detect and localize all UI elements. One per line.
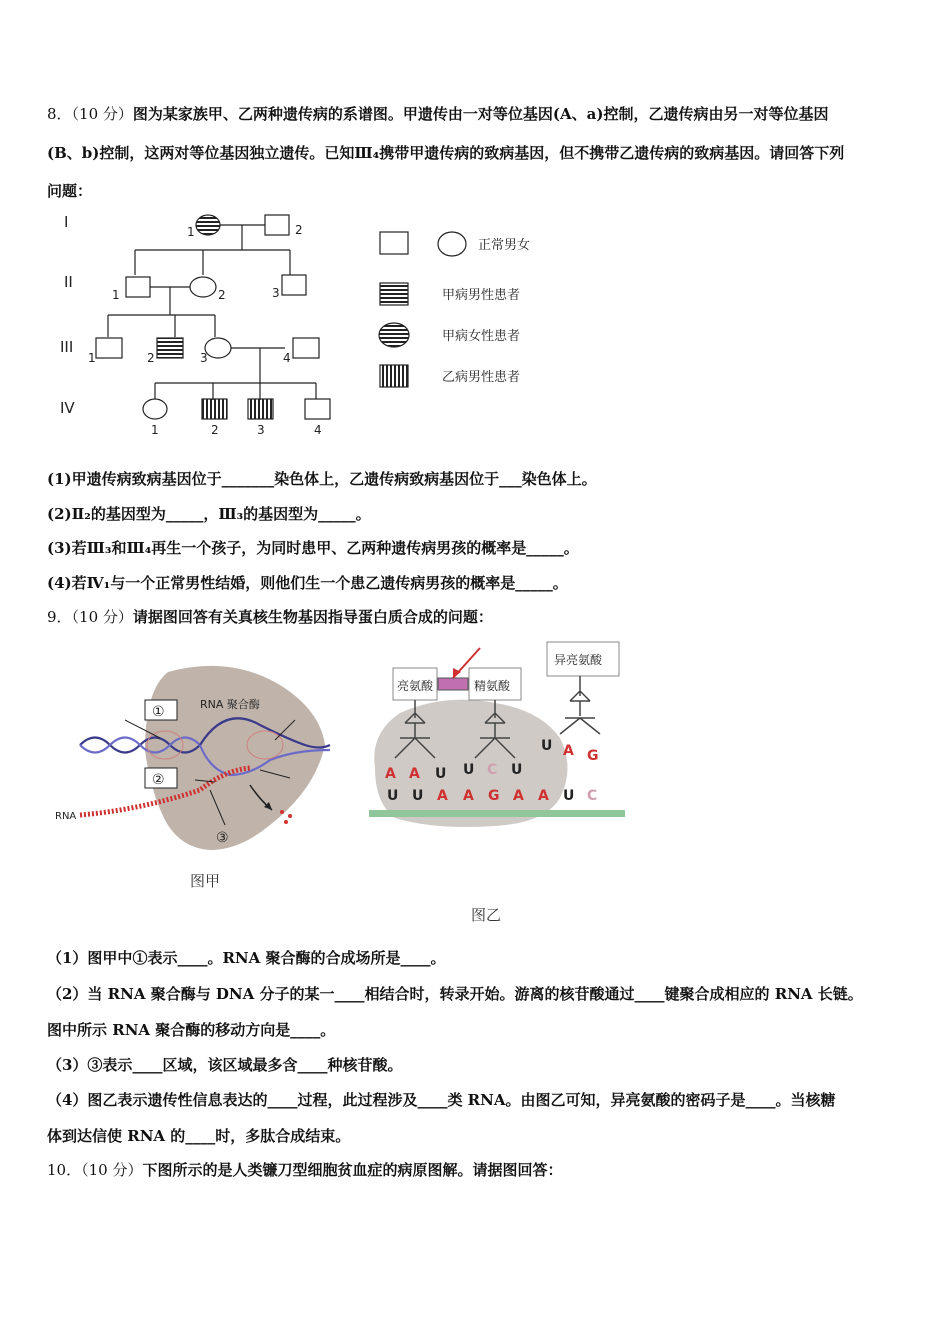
legend-normal-female-symbol — [438, 232, 466, 256]
anticodon-base: U — [463, 762, 475, 778]
q9-sub2b: 图中所示 RNA 聚合酶的移动方向是____。 — [47, 1021, 336, 1039]
anticodon-base: A — [563, 743, 574, 759]
legend-label: 甲病女性患者 — [442, 329, 521, 344]
figure-b-translation — [365, 638, 640, 930]
q8-sub3: (3)若Ⅲ₃和Ⅲ₄再生一个孩子，为同时患甲、乙两种遗传病男孩的概率是_____。 — [47, 539, 579, 557]
III-2-affected-male — [157, 338, 183, 358]
gen-label: III — [60, 338, 74, 356]
legend-label: 正常男女 — [478, 238, 531, 253]
mrna-base: G — [488, 788, 500, 804]
legend-a-male-symbol — [380, 283, 408, 305]
mrna-base: A — [463, 788, 474, 804]
amino-acid-arg: 精氨酸 — [474, 679, 511, 693]
q8-line3: 问题： — [47, 182, 93, 200]
IV-1-normal-female — [143, 399, 167, 419]
ind-num: 4 — [283, 351, 291, 365]
q10-stem: 10．（10 分）下图所示的是人类镰刀型细胞贫血症的病原图解。请据图回答： — [47, 1161, 563, 1179]
ind-num: 1 — [112, 288, 120, 302]
anticodon-base: U — [541, 738, 553, 754]
mrna-base: A — [437, 788, 448, 804]
gen-label: IV — [60, 399, 75, 417]
IV-2-b-affected-male — [202, 399, 227, 419]
q8-sub2: (2)Ⅱ₂的基因型为_____，Ⅲ₃的基因型为_____。 — [47, 505, 371, 523]
q9-stem: 9．（10 分）请据图回答有关真核生物基因指导蛋白质合成的问题： — [47, 608, 493, 626]
q8-sub4: (4)若Ⅳ₁与一个正常男性结婚，则他们生一个患乙遗传病男孩的概率是_____。 — [47, 574, 568, 592]
ind-num: 1 — [88, 351, 96, 365]
ind-num: 3 — [257, 423, 265, 437]
marker-1: ① — [152, 704, 165, 720]
mrna-base: A — [538, 788, 549, 804]
mrna-base: U — [387, 788, 399, 804]
gen-label: I — [64, 213, 69, 231]
q9-sub2a: （2）当 RNA 聚合酶与 DNA 分子的某一____相结合时，转录开始。游离的核苷酸通过____键聚合成相应的 RNA 长链。 — [47, 985, 863, 1003]
figure-a-caption: 图甲 — [190, 872, 221, 890]
anticodon-base: A — [409, 766, 420, 782]
II-1-normal-male — [126, 277, 150, 297]
mrna-base: C — [587, 788, 598, 804]
ind-num: 2 — [295, 223, 303, 237]
marker-2: ② — [152, 772, 165, 788]
mrna-base: A — [513, 788, 524, 804]
ind-num: 2 — [218, 288, 226, 302]
ind-num: 2 — [211, 423, 219, 437]
ind-num: 1 — [151, 423, 159, 437]
ind-num: 3 — [272, 286, 280, 300]
anticodon-base: C — [487, 762, 498, 778]
III-3-normal-female — [205, 338, 231, 358]
legend-normal-male-symbol — [380, 232, 408, 254]
ind-num: 3 — [200, 351, 208, 365]
III-1-normal-male — [96, 338, 122, 358]
amino-acid-leu: 亮氨酸 — [397, 679, 434, 693]
ind-num: 4 — [314, 423, 322, 437]
II-3-normal-male — [282, 275, 306, 295]
legend-a-female-symbol — [379, 323, 409, 347]
marker-3: ③ — [216, 830, 229, 846]
q8-line1: 8．（10 分）图为某家族甲、乙两种遗传病的系谱图。甲遗传由一对等位基因(A、a)控制，乙遗传病由另一对等位基因 — [47, 105, 829, 123]
q9-sub4b: 体到达信使 RNA 的____时，多肽合成结束。 — [47, 1127, 351, 1145]
I-1-affected-female — [196, 215, 220, 235]
IV-3-b-affected-male — [248, 399, 273, 419]
III-4-normal-male — [293, 338, 319, 358]
figure-a-transcription — [50, 650, 350, 900]
ind-num: 1 — [187, 225, 195, 239]
q8-line2: (B、b)控制，这两对等位基因独立遗传。已知Ⅲ₄携带甲遗传病的致病基因，但不携带乙遗传病的致病基因。请回答下列 — [47, 144, 845, 162]
anticodon-base: A — [385, 766, 396, 782]
mrna-base: U — [563, 788, 575, 804]
q8-sub1: (1)甲遗传病致病基因位于_______染色体上，乙遗传病致病基因位于___染色体上。 — [47, 470, 597, 488]
anticodon-base: U — [511, 762, 523, 778]
pedigree-chart — [50, 205, 570, 440]
anticodon-base: U — [435, 766, 447, 782]
ind-num: 2 — [147, 351, 155, 365]
mrna-base: U — [412, 788, 424, 804]
legend-label: 甲病男性患者 — [442, 288, 521, 303]
q9-sub4a: （4）图乙表示遗传性信息表达的____过程，此过程涉及____类 RNA。由图乙可知，异亮氨酸的密码子是____。当核糖 — [47, 1091, 836, 1109]
q9-sub1: （1）图甲中①表示____。RNA 聚合酶的合成场所是____。 — [47, 949, 446, 967]
gen-label: II — [64, 273, 73, 291]
enzyme-label: RNA 聚合酶 — [200, 698, 260, 711]
legend-b-male-symbol — [380, 365, 408, 387]
II-2-normal-female — [190, 277, 216, 297]
rna-label: RNA — [55, 811, 77, 822]
figure-b-caption: 图乙 — [471, 906, 502, 924]
legend-label: 乙病男性患者 — [442, 370, 521, 385]
anticodon-base: G — [587, 748, 599, 764]
q9-sub3: （3）③表示____区域，该区域最多含____种核苷酸。 — [47, 1056, 403, 1074]
IV-4-normal-male — [305, 399, 330, 419]
I-2-normal-male — [265, 215, 289, 235]
amino-acid-ile: 异亮氨酸 — [554, 653, 603, 667]
